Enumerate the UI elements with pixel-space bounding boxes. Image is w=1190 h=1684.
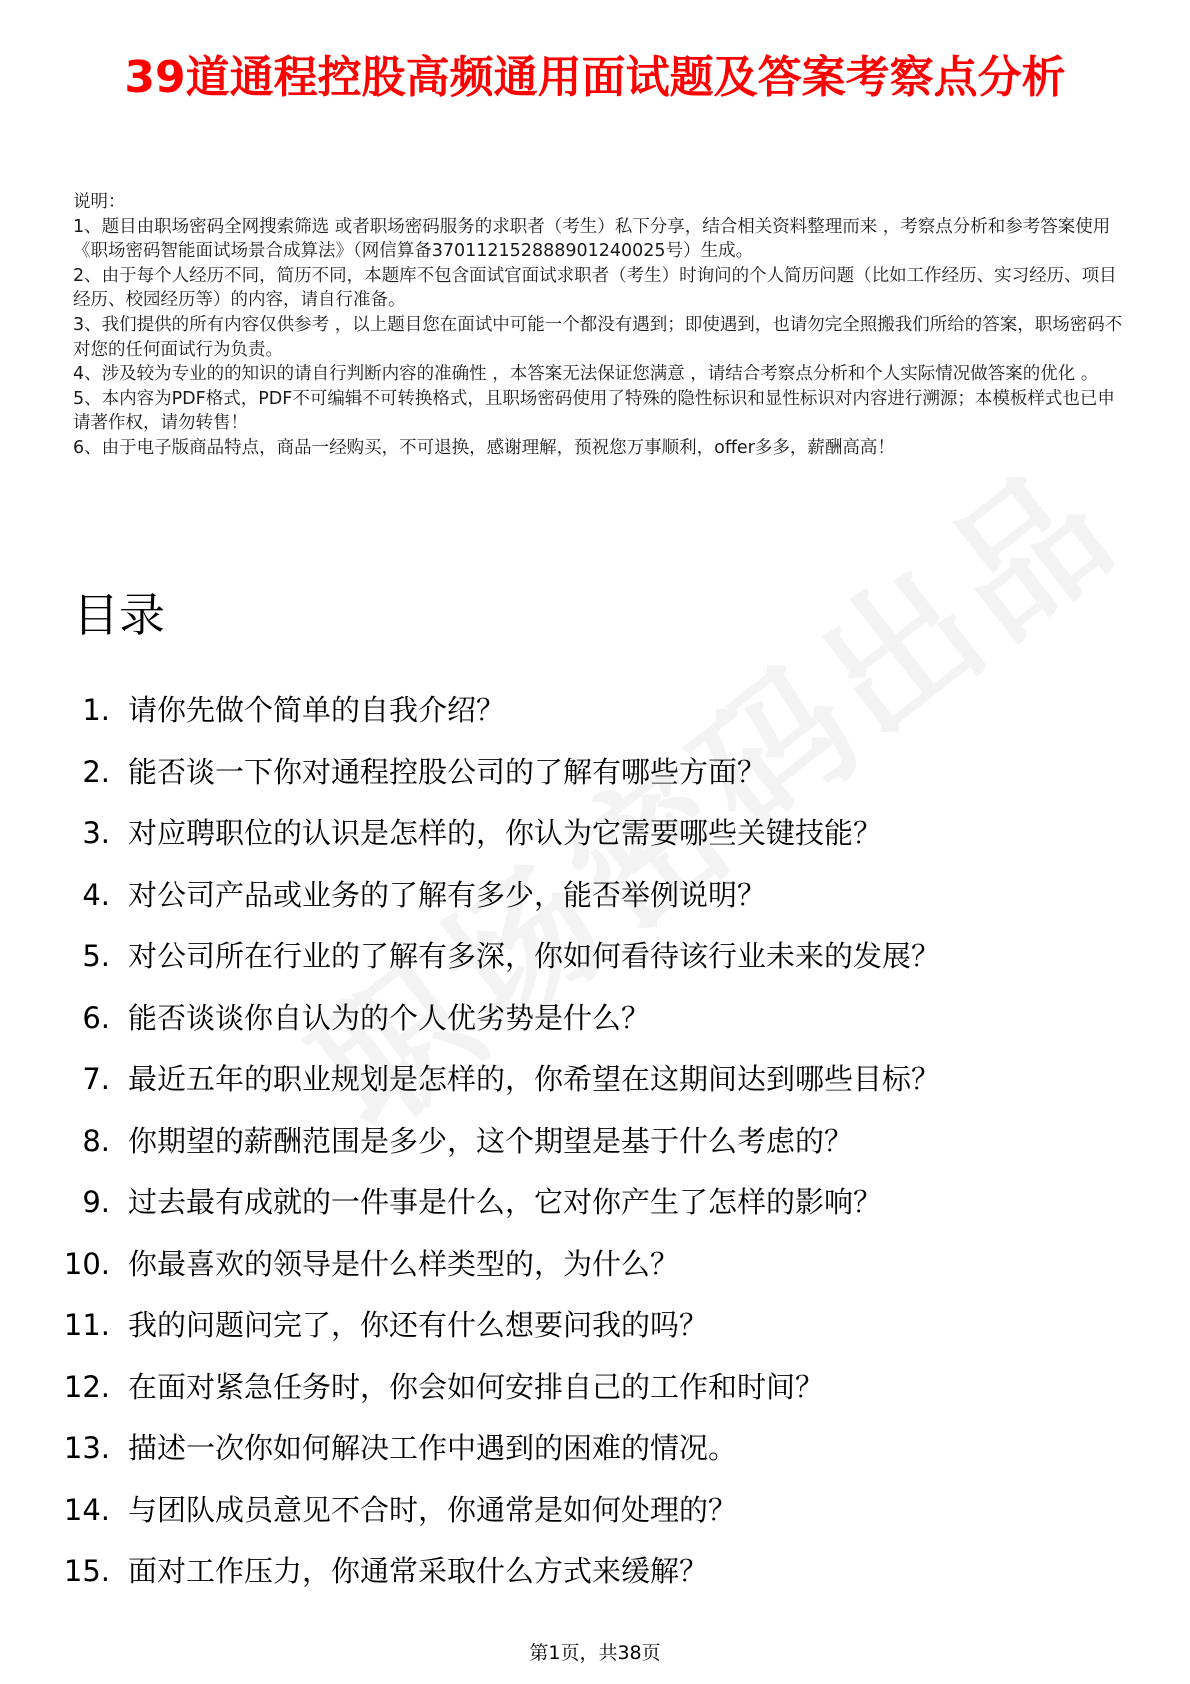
toc-item[interactable] (60, 813, 1150, 875)
toc-item-text: 你期望的薪酬范围是多少，这个期望是基于什么考虑的？ (128, 1123, 854, 1158)
toc-item-number: 2. (82, 754, 110, 789)
toc-item-text: 能否谈谈你自认为的个人优劣势是什么？ (128, 1000, 651, 1035)
toc-item[interactable] (60, 1059, 1150, 1121)
toc-item[interactable] (60, 1182, 1150, 1244)
toc-item-number: 15. (63, 1554, 110, 1588)
note-item: 3、我们提供的所有内容仅供参考 ，以上题目您在面试中可能一个都没有遇到；即使遇到，也请勿完全照搬我们所给的答案，职场密码不对您的任何面试行为负责。 (73, 314, 1123, 360)
toc-heading: 目录 (73, 588, 165, 642)
notes-heading: 说明： (73, 192, 126, 212)
toc-item-number: 13. (63, 1431, 110, 1465)
toc-item[interactable] (60, 1305, 1150, 1367)
note-item: 4、涉及较为专业的的知识的请自行判断内容的准确性 ，本答案无法保证您满意 ，请结合考察点分析和个人实际情况做答案的优化 。 (73, 364, 1099, 385)
toc-item-text: 最近五年的职业规划是怎样的，你希望在这期间达到哪些目标？ (128, 1062, 941, 1096)
toc-list (60, 690, 1150, 1613)
note-item: 1、题目由职场密码全网搜索筛选 或者职场密码服务的求职者（考生）私下分享，结合相关资料整理而来 ，考察点分析和参考答案使用《职场密码智能面试场景合成算法》（网信算备370112152888901240025号）生成。 (73, 216, 1111, 262)
toc-item-text: 对公司所在行业的了解有多深，你如何看待该行业未来的发展？ (128, 939, 941, 973)
toc-item[interactable] (60, 752, 1150, 814)
document-title: 39道通程控股高频通用面试题及答案考察点分析 (124, 52, 1066, 103)
toc-item[interactable] (60, 690, 1150, 752)
toc-item-text: 面对工作压力，你通常采取什么方式来缓解？ (128, 1554, 709, 1588)
toc-item-number: 10. (63, 1246, 110, 1281)
note-item: 6、由于电子版商品特点，商品一经购买，不可退换，感谢理解，预祝您万事顺利，offer多多，薪酬高高！ (73, 437, 895, 458)
toc-item-number: 9. (82, 1185, 110, 1219)
toc-item[interactable] (60, 1428, 1150, 1490)
note-item: 5、本内容为PDF格式，PDF不可编辑不可转换格式，且职场密码使用了特殊的隐性标识和显性标识对内容进行溯源；本模板样式也已申请著作权，请勿转售！ (73, 388, 1115, 434)
toc-item-number: 4. (82, 877, 110, 912)
toc-item[interactable] (60, 1244, 1150, 1306)
toc-item[interactable] (60, 1121, 1150, 1183)
toc-item-number: 12. (63, 1369, 110, 1404)
toc-item[interactable] (60, 1367, 1150, 1429)
toc-item-text: 请你先做个简单的自我介绍？ (128, 693, 506, 727)
toc-item-number: 11. (63, 1308, 110, 1342)
toc-item[interactable] (60, 1490, 1150, 1552)
toc-item-number: 5. (82, 939, 110, 973)
toc-item[interactable] (60, 1551, 1150, 1613)
toc-item-text: 与团队成员意见不合时，你通常是如何处理的？ (128, 1492, 738, 1527)
toc-item[interactable] (60, 936, 1150, 998)
toc-item-text: 在面对紧急任务时，你会如何安排自己的工作和时间？ (128, 1369, 825, 1404)
toc-item-text: 过去最有成就的一件事是什么，它对你产生了怎样的影响？ (128, 1185, 883, 1219)
toc-item-number: 14. (63, 1492, 110, 1527)
toc-item-number: 3. (82, 816, 110, 850)
toc-item-text: 你最喜欢的领导是什么样类型的，为什么？ (128, 1246, 680, 1281)
toc-item-text: 我的问题问完了，你还有什么想要问我的吗？ (128, 1308, 709, 1342)
toc-item-text: 对公司产品或业务的了解有多少，能否举例说明？ (128, 877, 767, 912)
note-item: 2、由于每个人经历不同，简历不同，本题库不包含面试官面试求职者（考生）时询问的个人简历问题（比如工作经历、实习经历、项目经历、校园经历等）的内容，请自行准备。 (73, 265, 1117, 311)
toc-item-number: 1. (82, 693, 110, 727)
toc-item-text: 描述一次你如何解决工作中遇到的困难的情况。 (128, 1431, 738, 1465)
toc-item[interactable] (60, 875, 1150, 937)
toc-item[interactable] (60, 998, 1150, 1060)
toc-item-text: 能否谈一下你对通程控股公司的了解有哪些方面？ (128, 754, 767, 789)
page-footer: 第1页，共38页 (529, 1642, 661, 1664)
toc-item-number: 7. (82, 1062, 110, 1096)
toc-item-text: 对应聘职位的认识是怎样的，你认为它需要哪些关键技能？ (128, 816, 883, 850)
toc-item-number: 8. (82, 1123, 110, 1158)
toc-item-number: 6. (82, 1000, 110, 1035)
notes-section (73, 190, 1123, 461)
